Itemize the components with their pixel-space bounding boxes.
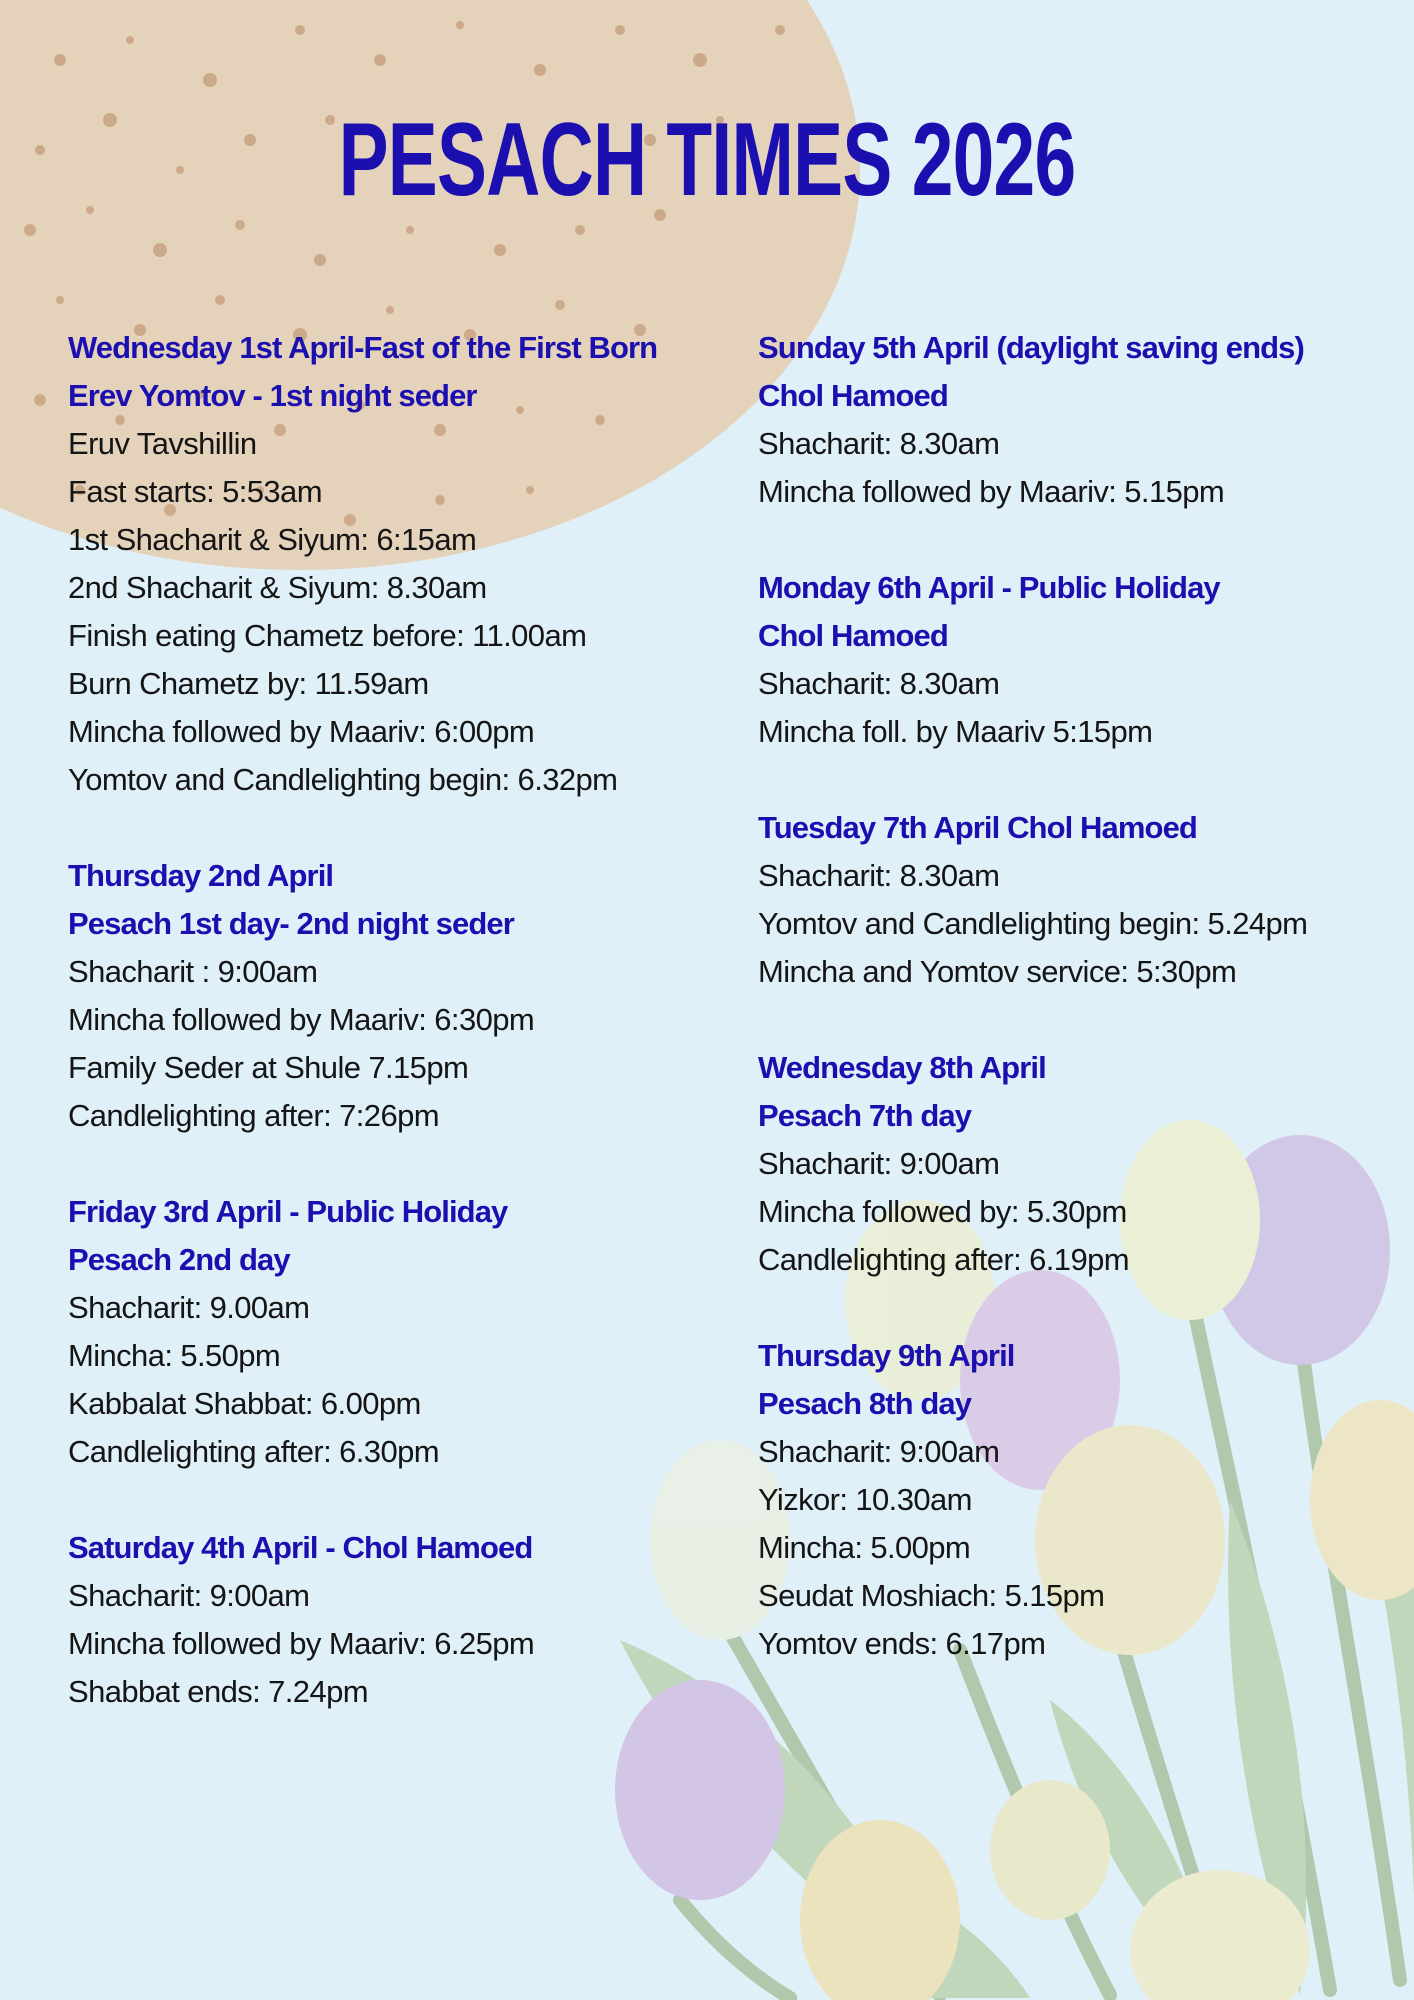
day-section [68, 324, 758, 804]
time-entry: Mincha followed by Maariv: 6.25pm [68, 1626, 535, 1661]
time-entry: Shacharit: 8.30am [758, 666, 1000, 701]
day-subheading: Pesach 8th day [758, 1386, 972, 1421]
time-entry: Mincha: 5.00pm [758, 1530, 971, 1565]
time-entry: Finish eating Chametz before: 11.00am [68, 618, 587, 653]
schedule-column-left [68, 324, 758, 1764]
time-entry: Mincha and Yomtov service: 5:30pm [758, 954, 1237, 989]
day-heading: Wednesday 1st April-Fast of the First Born [68, 330, 658, 365]
day-section [758, 324, 1408, 516]
day-subheading: Pesach 2nd day [68, 1242, 290, 1277]
time-entry: Shacharit: 9:00am [68, 1578, 310, 1613]
time-entry: Shacharit: 8.30am [758, 426, 1000, 461]
day-subheading: Chol Hamoed [758, 618, 948, 653]
time-entry: Mincha: 5.50pm [68, 1338, 281, 1373]
time-entry: Mincha followed by: 5.30pm [758, 1194, 1127, 1229]
time-entry: Candlelighting after: 7:26pm [68, 1098, 439, 1133]
time-entry: Candlelighting after: 6.19pm [758, 1242, 1129, 1277]
day-heading: Thursday 9th April [758, 1338, 1015, 1373]
day-heading: Sunday 5th April (daylight saving ends) [758, 330, 1304, 365]
time-entry: Yizkor: 10.30am [758, 1482, 972, 1517]
time-entry: Shacharit: 9.00am [68, 1290, 310, 1325]
page-title: PESACH TIMES 2026 [338, 102, 1076, 218]
day-section [758, 564, 1408, 756]
day-heading: Thursday 2nd April [68, 858, 334, 893]
day-heading: Friday 3rd April - Public Holiday [68, 1194, 508, 1229]
time-entry: Burn Chametz by: 11.59am [68, 666, 429, 701]
time-entry: Shacharit: 9:00am [758, 1146, 1000, 1181]
day-heading: Tuesday 7th April Chol Hamoed [758, 810, 1197, 845]
time-entry: Kabbalat Shabbat: 6.00pm [68, 1386, 421, 1421]
time-entry: Seudat Moshiach: 5.15pm [758, 1578, 1105, 1613]
day-heading: Wednesday 8th April [758, 1050, 1046, 1085]
time-entry: Family Seder at Shule 7.15pm [68, 1050, 469, 1085]
time-entry: 2nd Shacharit & Siyum: 8.30am [68, 570, 487, 605]
time-entry: Shacharit : 9:00am [68, 954, 318, 989]
day-subheading: Erev Yomtov - 1st night seder [68, 378, 477, 413]
time-entry: Shacharit: 9:00am [758, 1434, 1000, 1469]
time-entry: Mincha followed by Maariv: 6:30pm [68, 1002, 535, 1037]
time-entry: Mincha followed by Maariv: 5.15pm [758, 474, 1225, 509]
time-entry: Yomtov and Candlelighting begin: 5.24pm [758, 906, 1308, 941]
day-section [758, 1044, 1408, 1284]
time-entry: Mincha foll. by Maariv 5:15pm [758, 714, 1153, 749]
time-entry: Eruv Tavshillin [68, 426, 257, 461]
day-subheading: Pesach 1st day- 2nd night seder [68, 906, 514, 941]
day-section [68, 852, 758, 1140]
day-heading: Saturday 4th April - Chol Hamoed [68, 1530, 533, 1565]
time-entry: Candlelighting after: 6.30pm [68, 1434, 439, 1469]
day-subheading: Chol Hamoed [758, 378, 948, 413]
day-section [758, 804, 1408, 996]
time-entry: Mincha followed by Maariv: 6:00pm [68, 714, 535, 749]
time-entry: 1st Shacharit & Siyum: 6:15am [68, 522, 477, 557]
schedule-column-right [758, 324, 1408, 1716]
time-entry: Shacharit: 8.30am [758, 858, 1000, 893]
time-entry: Yomtov and Candlelighting begin: 6.32pm [68, 762, 618, 797]
time-entry: Yomtov ends: 6.17pm [758, 1626, 1046, 1661]
day-section [68, 1524, 758, 1716]
day-section [758, 1332, 1408, 1668]
day-subheading: Pesach 7th day [758, 1098, 972, 1133]
time-entry: Fast starts: 5:53am [68, 474, 322, 509]
time-entry: Shabbat ends: 7.24pm [68, 1674, 368, 1709]
day-heading: Monday 6th April - Public Holiday [758, 570, 1220, 605]
day-section [68, 1188, 758, 1476]
